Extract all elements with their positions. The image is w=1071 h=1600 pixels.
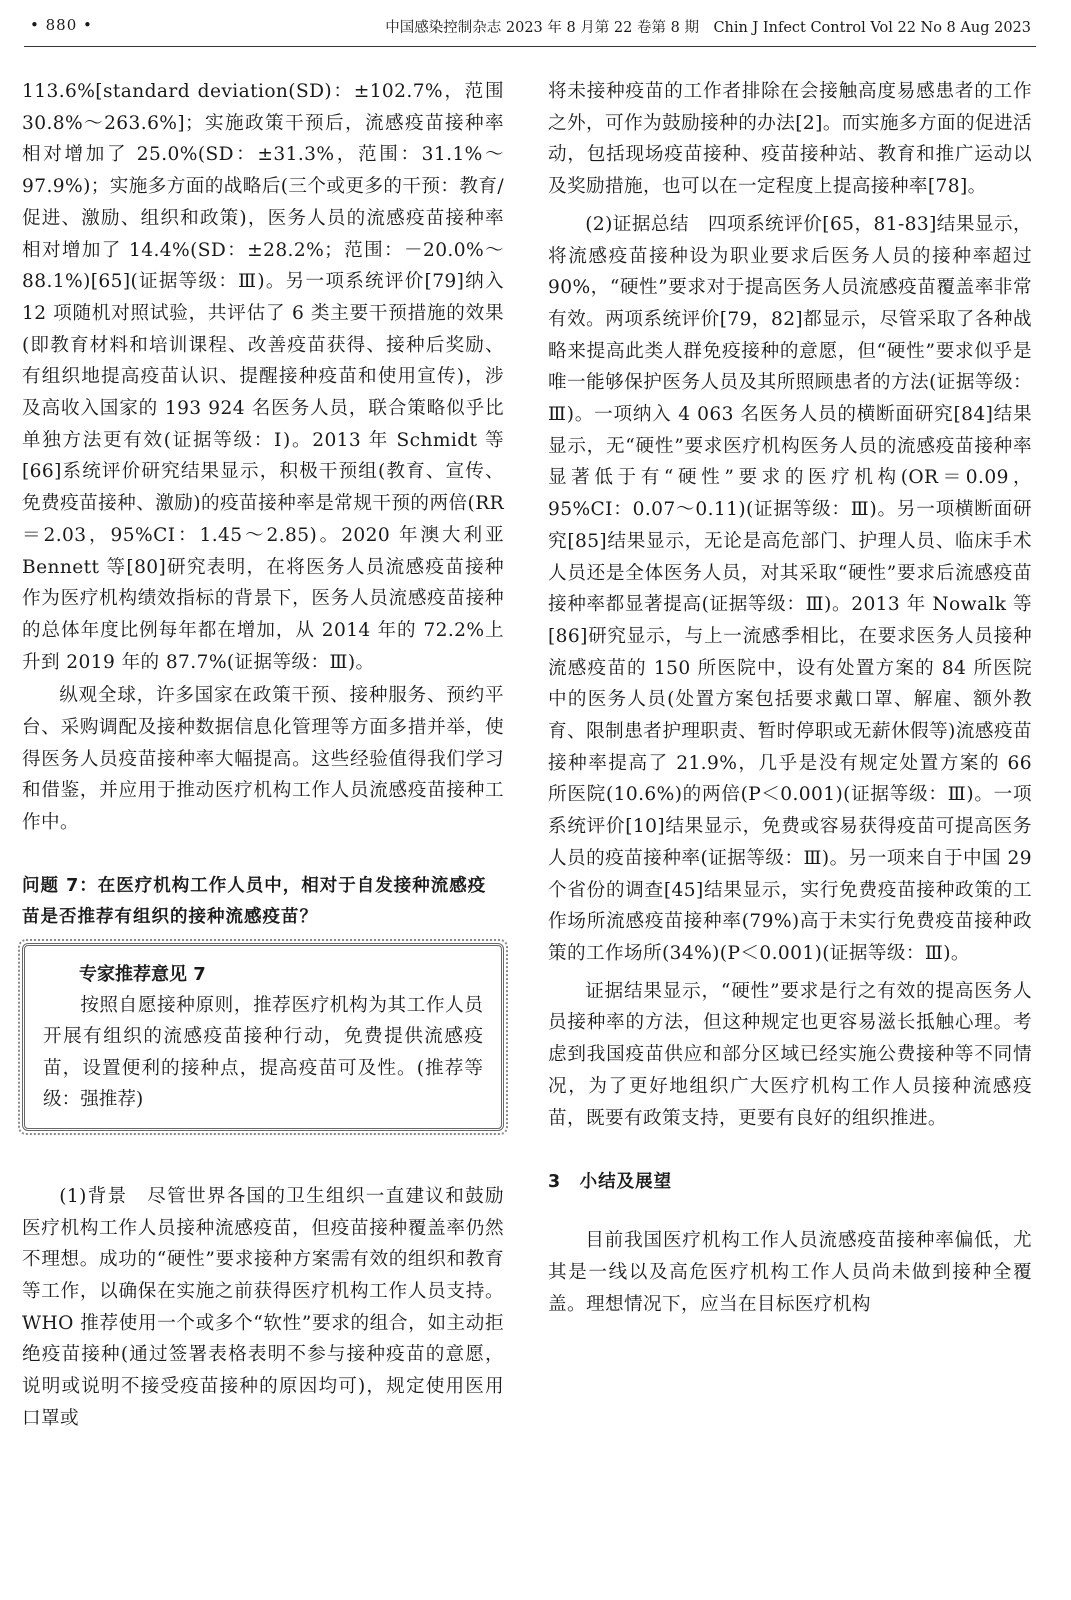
journal-citation: 中国感染控制杂志 2023 年 8 月第 22 卷第 8 期 Chin J Infect Control Vol 22 No 8 Aug 2023	[385, 20, 1031, 36]
body-paragraph: (1)背景 尽管世界各国的卫生组织一直建议和鼓励医疗机构工作人员接种流感疫苗，但疫苗接种覆盖率仍然不理想。成功的“硬性”要求接种方案需有效的组织和教育等工作，以确保在实施之前获得医疗机构工作人员支持。WHO 推荐使用一个或多个“软性”要求的组合，如主动拒绝疫苗接种(通过签署表格表明不参与接种疫苗的意愿，说明或说明不接受疫苗接种的原因均可)，规定使用医用口罩或	[22, 1185, 504, 1429]
body-paragraph: 证据结果显示，“硬性”要求是行之有效的提高医务人员接种率的方法，但这种规定也更容易滋长抵触心理。考虑到我国疫苗供应和部分区域已经实施公费接种等不同情况，为了更好地组织广大医疗机构工作人员接种流感疫苗，既要有政策支持，更要有良好的组织推进。	[548, 980, 1032, 1129]
recommendation-text: 按照自愿接种原则，推荐医疗机构为其工作人员开展有组织的流感疫苗接种行动，免费提供流感疫苗，设置便利的接种点，提高疫苗可及性。(推荐等级：强推荐)	[43, 994, 483, 1111]
question-heading: 问题 7：在医疗机构工作人员中，相对于自发接种流感疫苗是否推荐有组织的接种流感疫苗？	[22, 875, 487, 927]
running-header	[0, 14, 1071, 42]
right-column	[548, 76, 1032, 1320]
recommendation-title: 专家推荐意见 7	[79, 963, 206, 985]
left-column	[22, 76, 504, 1435]
section-heading: 3 小结及展望	[548, 1172, 673, 1193]
header-rule	[24, 46, 1036, 47]
body-paragraph: 目前我国医疗机构工作人员流感疫苗接种率偏低，尤其是一线以及高危医疗机构工作人员尚未做到接种全覆盖。理想情况下，应当在目标医疗机构	[548, 1230, 1032, 1315]
expert-recommendation-box	[22, 943, 504, 1131]
page-number: • 880 •	[30, 16, 93, 34]
body-paragraph: 将未接种疫苗的工作者排除在会接触高度易感患者的工作之外，可作为鼓励接种的办法[2]。而实施多方面的促进活动，包括现场疫苗接种、疫苗接种站、教育和推广运动以及奖励措施，也可以在一定程度上提高接种率[78]。	[548, 81, 1032, 198]
body-paragraph: (2)证据总结 四项系统评价[65，81-83]结果显示，将流感疫苗接种设为职业要求后医务人员的接种率超过 90%，“硬性”要求对于提高医务人员流感疫苗覆盖率非常有效。两项系统评价[79，82]都显示，尽管采取了各种战略来提高此类人群免疫接种的意愿，但“硬性”要求似乎是唯一能够保护医务人员及其所照顾患者的方法(证据等级：Ⅲ)。一项纳入 4 063 名医务人员的横断面研究[84]结果显示，无“硬性”要求医疗机构医务人员的流感疫苗接种率显著低于有“硬性”要求的医疗机构(OR＝0.09，95%CI：0.07～0.11)(证据等级：Ⅲ)。另一项横断面研究[85]结果显示，无论是高危部门、护理人员、临床手术人员还是全体医务人员，对其采取“硬性”要求后流感疫苗接种率都显著提高(证据等级：Ⅲ)。2013 年 Nowalk 等[86]研究显示，与上一流感季相比，在要求医务人员接种流感疫苗的 150 所医院中，设有处置方案的 84 所医院中的医务人员(处置方案包括要求戴口罩、解雇、额外教育、限制患者护理职责、暂时停职或无薪休假等)流感疫苗接种率提高了 21.9%，几乎是没有规定处置方案的 66 所医院(10.6%)的两倍(P＜0.001)(证据等级：Ⅲ)。一项系统评价[10]结果显示，免费或容易获得疫苗可提高医务人员的疫苗接种率(证据等级：Ⅲ)。另一项来自于中国 29 个省份的调查[45]结果显示，实行免费疫苗接种政策的工作场所流感疫苗接种率(79%)高于未实行免费疫苗接种政策的工作场所(34%)(P＜0.001)(证据等级：Ⅲ)。	[548, 213, 1032, 964]
body-paragraph: 113.6%[standard deviation(SD)：±102.7%，范围 30.8%～263.6%]；实施政策干预后，流感疫苗接种率相对增加了 25.0%(SD：±31.3%，范围：31.1%～97.9%)；实施多方面的战略后(三个或更多的干预：教育/促进、激励、组织和政策)，医务人员的流感疫苗接种率相对增加了 14.4%(SD：±28.2%；范围：－20.0%～88.1%)[65](证据等级：Ⅲ)。另一项系统评价[79]纳入 12 项随机对照试验，共评估了 6 类主要干预措施的效果(即教育材料和培训课程、改善疫苗获得、接种后奖励、有组织地提高疫苗认识、提醒接种疫苗和使用宣传)，涉及高收入国家的 193 924 名医务人员，联合策略似乎比单独方法更有效(证据等级：Ⅰ)。2013 年 Schmidt 等[66]系统评价研究结果显示，积极干预组(教育、宣传、免费疫苗接种、激励)的疫苗接种率是常规干预的两倍(RR＝2.03，95%CI：1.45～2.85)。2020 年澳大利亚 Bennett 等[80]研究表明，在将医务人员流感疫苗接种作为医疗机构绩效指标的背景下，医务人员流感疫苗接种的总体年度比例每年都在增加，从 2014 年的 72.2%上升到 2019 年的 87.7%(证据等级：Ⅲ)。	[22, 81, 504, 673]
body-paragraph: 纵观全球，许多国家在政策干预、接种服务、预约平台、采购调配及接种数据信息化管理等方面多措并举，使得医务人员疫苗接种率大幅提高。这些经验值得我们学习和借鉴，并应用于推动医疗机构工作人员流感疫苗接种工作中。	[22, 685, 504, 834]
